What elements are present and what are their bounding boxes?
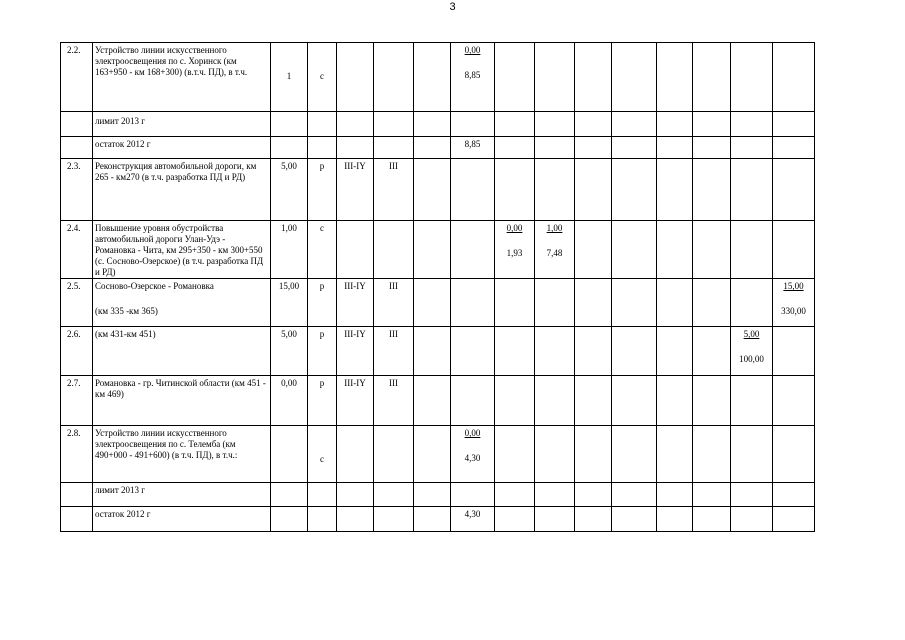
row-name: Сосново-Озерское - Романовка bbox=[95, 281, 214, 291]
value-top: 0,00 bbox=[506, 223, 523, 233]
row-name: (км 431-км 451) bbox=[93, 327, 271, 376]
row-category-to: III bbox=[374, 159, 414, 221]
row-type: с bbox=[308, 426, 337, 483]
table-row bbox=[61, 137, 815, 159]
table-row bbox=[61, 483, 815, 507]
value-bottom: 330,00 bbox=[781, 306, 806, 316]
row-length: 0,00 bbox=[271, 376, 308, 426]
row-category-to: III bbox=[374, 279, 414, 327]
row-type: р bbox=[308, 279, 337, 327]
row-value-cell bbox=[773, 279, 815, 327]
row-value: 4,30 bbox=[451, 507, 495, 532]
row-category-to: III bbox=[374, 376, 414, 426]
row-name: Повышение уровня обустройства автомобильной дороги Улан-Удэ - Романовка - Чита, км 295+350 - км 300+550 (с. Сосново-Озерское) (в т.ч. разработка ПД и РД) bbox=[93, 221, 271, 279]
row-value-cell bbox=[731, 327, 773, 376]
row-number: 2.2. bbox=[61, 43, 93, 112]
page-number: 3 bbox=[449, 1, 456, 13]
table-row bbox=[61, 221, 815, 279]
row-category-from: III-IY bbox=[337, 279, 374, 327]
row-type: с bbox=[308, 43, 337, 112]
row-name-cell bbox=[93, 279, 271, 327]
road-works-table bbox=[60, 42, 815, 532]
row-name: Устройство линии искусственного электроосвещения по с. Телемба (км 490+000 - 491+600) (в т.ч. ПД), в т.ч.: bbox=[93, 426, 271, 483]
row-length: 5,00 bbox=[271, 159, 308, 221]
value-bottom: 8,85 bbox=[464, 70, 481, 80]
row-type: р bbox=[308, 159, 337, 221]
value-top: 15,00 bbox=[783, 281, 804, 291]
row-type: р bbox=[308, 327, 337, 376]
row-type: р bbox=[308, 376, 337, 426]
row-value-cell bbox=[451, 43, 495, 112]
row-name: Романовка - гр. Читинской области (км 451 - км 469) bbox=[93, 376, 271, 426]
value-bottom: 1,93 bbox=[506, 248, 523, 258]
row-value-cell bbox=[495, 221, 535, 279]
value-top: 5,00 bbox=[743, 329, 760, 339]
row-category-from: III-IY bbox=[337, 327, 374, 376]
value-top: 0,00 bbox=[464, 45, 481, 55]
row-name: лимит 2013 г bbox=[93, 483, 271, 507]
table-row bbox=[61, 426, 815, 483]
row-value-cell bbox=[535, 221, 575, 279]
table-row bbox=[61, 279, 815, 327]
row-name: Реконструкция автомобильной дороги, км 265 - км270 (в т.ч. разработка ПД и РД) bbox=[93, 159, 271, 221]
table-row bbox=[61, 112, 815, 137]
table-row bbox=[61, 327, 815, 376]
value-top: 1,00 bbox=[546, 223, 563, 233]
value-bottom: 7,48 bbox=[546, 248, 563, 258]
row-number: 2.7. bbox=[61, 376, 93, 426]
row-name: остаток 2012 г bbox=[93, 137, 271, 159]
table-row bbox=[61, 507, 815, 532]
value-top: 0,00 bbox=[464, 428, 481, 438]
row-number: 2.4. bbox=[61, 221, 93, 279]
row-name: лимит 2013 г bbox=[93, 112, 271, 137]
row-name: остаток 2012 г bbox=[93, 507, 271, 532]
row-name-km: (км 335 -км 365) bbox=[95, 306, 158, 316]
row-number: 2.6. bbox=[61, 327, 93, 376]
row-name: Устройство линии искусственного электроосвещения по с. Хоринск (км 163+950 - км 168+300) (в.т.ч. ПД), в т.ч. bbox=[93, 43, 271, 112]
row-length: 1 bbox=[271, 43, 308, 112]
value-bottom: 4,30 bbox=[464, 453, 481, 463]
row-category-from: III-IY bbox=[337, 159, 374, 221]
row-number: 2.5. bbox=[61, 279, 93, 327]
row-number: 2.3. bbox=[61, 159, 93, 221]
table-row bbox=[61, 376, 815, 426]
row-length: 5,00 bbox=[271, 327, 308, 376]
row-type: с bbox=[308, 221, 337, 279]
table-row bbox=[61, 43, 815, 112]
row-category-from: III-IY bbox=[337, 376, 374, 426]
row-value-cell bbox=[451, 426, 495, 483]
row-number: 2.8. bbox=[61, 426, 93, 483]
row-category-to: III bbox=[374, 327, 414, 376]
value-bottom: 100,00 bbox=[739, 354, 764, 364]
row-value: 8,85 bbox=[451, 137, 495, 159]
row-length: 1,00 bbox=[271, 221, 308, 279]
table-row bbox=[61, 159, 815, 221]
row-length: 15,00 bbox=[271, 279, 308, 327]
